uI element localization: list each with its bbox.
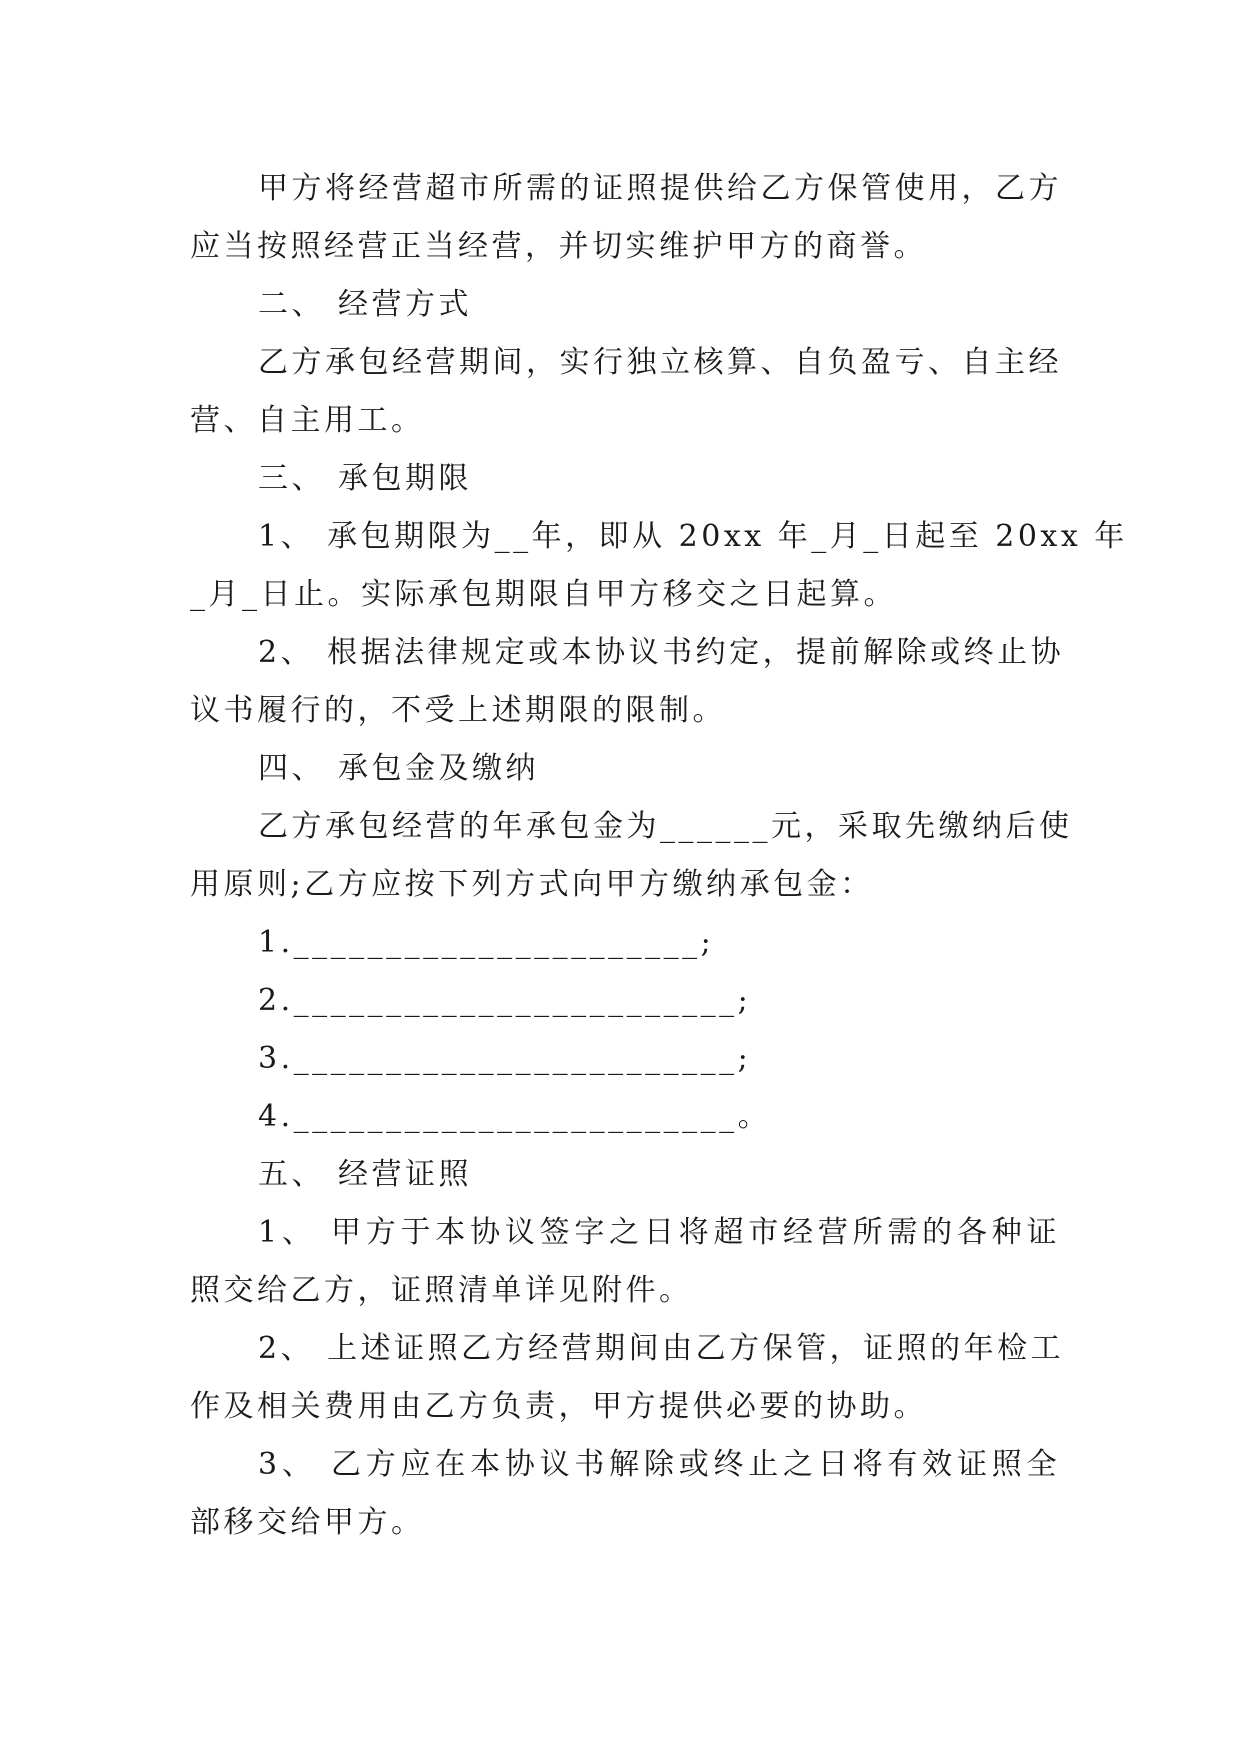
paragraph-line: 照交给乙方，证照清单详见附件。 [190,1273,693,1308]
section-heading: 五、 经营证照 [258,1157,473,1192]
list-item: 3.________________________; [258,1041,752,1076]
paragraph-line: 用原则;乙方应按下列方式向甲方缴纳承包金： [190,867,874,902]
list-item: 1.______________________; [258,925,715,960]
paragraph-line: 3、 乙方应在本协议书解除或终止之日将有效证照全 [258,1447,1060,1482]
paragraph-line: 营、自主用工。 [190,403,425,438]
section-heading: 二、 经营方式 [258,287,473,322]
paragraph-line: 甲方将经营超市所需的证照提供给乙方保管使用，乙方 [258,171,1062,206]
paragraph-line: 2、 上述证照乙方经营期间由乙方保管，证照的年检工 [258,1331,1065,1366]
document-body [190,160,1128,1552]
paragraph-line: 作及相关费用由乙方负责，甲方提供必要的协助。 [190,1389,927,1424]
paragraph-line: 2、 根据法律规定或本协议书约定，提前解除或终止协 [258,635,1065,670]
section-heading: 四、 承包金及缴纳 [258,751,540,786]
paragraph-line: _月_日止。实际承包期限自甲方移交之日起算。 [190,577,897,612]
paragraph-line: 议书履行的，不受上述期限的限制。 [190,693,726,728]
paragraph-line: 部移交给甲方。 [190,1505,425,1540]
paragraph-line: 1、 甲方于本协议签字之日将超市经营所需的各种证 [258,1215,1060,1250]
paragraph-line: 乙方承包经营的年承包金为______元，采取先缴纳后使 [258,809,1073,844]
paragraph-line: 1、 承包期限为__年，即从 20xx 年_月_日起至 20xx 年 [258,519,1128,554]
paragraph-line: 乙方承包经营期间，实行独立核算、自负盈亏、自主经 [258,345,1062,380]
paragraph-line: 应当按照经营正当经营，并切实维护甲方的商誉。 [190,229,927,264]
list-item: 2.________________________; [258,983,752,1018]
list-item: 4.________________________。 [258,1099,772,1134]
section-heading: 三、 承包期限 [258,461,473,496]
